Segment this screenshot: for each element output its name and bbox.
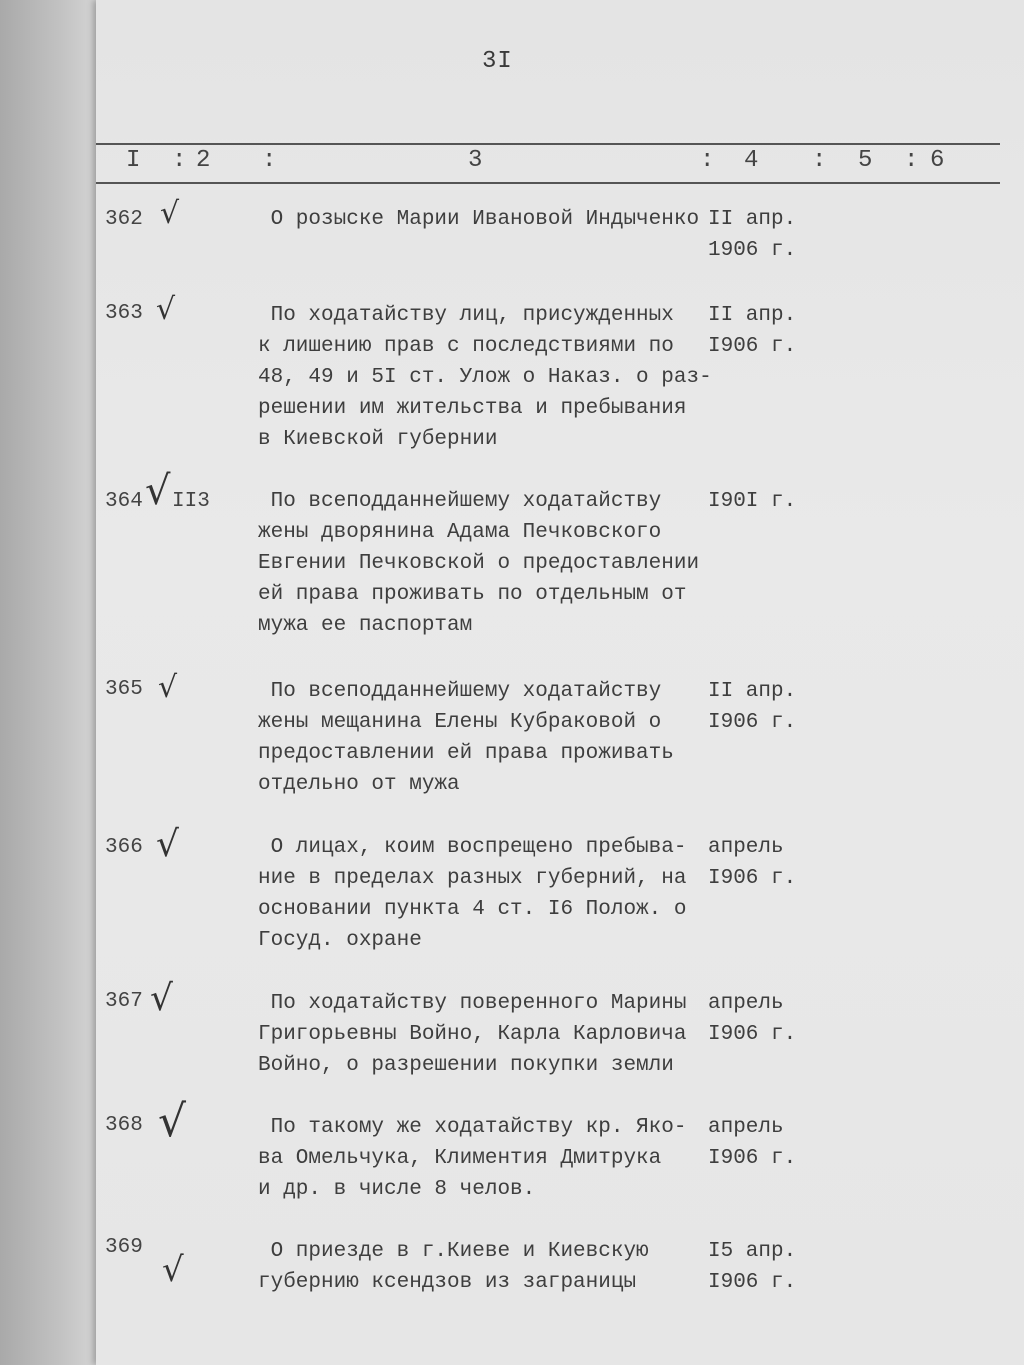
entry-date: апрель I906 г. bbox=[708, 992, 797, 1046]
entry-title: По ходатайству лиц, присужденных к лишению прав с последствиями по 48, 49 и 5I ст. Улож о Наказ. о раз- решении им жительства и пребывания в Киевской губернии bbox=[258, 304, 712, 451]
old-reference-number: II3 bbox=[172, 490, 210, 513]
entry-number: 362 bbox=[105, 208, 143, 231]
checkmark-icon: √ bbox=[160, 196, 180, 231]
checkmark-icon: √ bbox=[158, 1096, 187, 1147]
adjacent-page-edge bbox=[0, 0, 100, 1365]
column-header-2: 2 bbox=[196, 147, 211, 174]
checkmark-icon: √ bbox=[145, 468, 171, 514]
entry-date: II апр. I906 г. bbox=[708, 304, 797, 358]
entry-title: О розыске Марии Ивановой Индыченко bbox=[258, 208, 700, 231]
column-header-5: 5 bbox=[858, 147, 873, 174]
entry-title: По ходатайству поверенного Марины Григорьевны Войно, Карла Карловича Войно, о разрешении покупки земли bbox=[258, 992, 687, 1077]
column-header-separator: : bbox=[812, 147, 827, 174]
page-number: 3I bbox=[482, 48, 513, 75]
entry-number: 363 bbox=[105, 302, 143, 325]
entry-number: 366 bbox=[105, 836, 143, 859]
entry-number: 364 bbox=[105, 490, 143, 513]
entry-date: апрель I906 г. bbox=[708, 836, 797, 890]
entry-number: 365 bbox=[105, 678, 143, 701]
checkmark-icon: √ bbox=[156, 292, 176, 327]
checkmark-icon: √ bbox=[156, 824, 179, 865]
entry-title: О приезде в г.Киеве и Киевскую губернию ксендзов из заграницы bbox=[258, 1240, 649, 1294]
entry-date: I5 апр. I906 г. bbox=[708, 1240, 797, 1294]
entry-title: По всеподданнейшему ходатайству жены мещанина Елены Кубраковой о предоставлении ей права проживать отдельно от мужа bbox=[258, 680, 674, 796]
column-header-1: I bbox=[126, 147, 141, 174]
entry-date: I90I г. bbox=[708, 490, 797, 513]
entry-number: 367 bbox=[105, 990, 143, 1013]
entry-date: II апр. I906 г. bbox=[708, 680, 797, 734]
column-header-separator: : bbox=[700, 147, 715, 174]
column-header-separator: : bbox=[172, 147, 187, 174]
column-header-3: 3 bbox=[468, 147, 483, 174]
column-header-6: 6 bbox=[930, 147, 945, 174]
entry-number: 369 bbox=[105, 1236, 143, 1259]
entry-title: По такому же ходатайству кр. Яко- ва Омельчука, Климентия Дмитрука и др. в числе 8 челов. bbox=[258, 1116, 687, 1201]
column-header-4: 4 bbox=[744, 147, 759, 174]
entry-date: II апр. 1906 г. bbox=[708, 208, 797, 262]
checkmark-icon: √ bbox=[162, 1250, 184, 1290]
checkmark-icon: √ bbox=[158, 670, 178, 705]
entry-title: По всеподданнейшему ходатайству жены дворянина Адама Печковского Евгении Печковской о предоставлении ей права проживать по отдельным от мужа ее паспортам bbox=[258, 490, 700, 637]
header-rule-bottom bbox=[96, 182, 1000, 184]
column-header-separator: : bbox=[262, 147, 277, 174]
column-header-separator: : bbox=[904, 147, 919, 174]
entry-date: апрель I906 г. bbox=[708, 1116, 797, 1170]
checkmark-icon: √ bbox=[150, 978, 173, 1019]
header-rule-top bbox=[96, 143, 1000, 145]
entry-title: О лицах, коим воспрещено пребыва- ние в пределах разных губерний, на основании пункта 4 ст. I6 Полож. о Госуд. охране bbox=[258, 836, 687, 952]
entry-number: 368 bbox=[105, 1114, 143, 1137]
